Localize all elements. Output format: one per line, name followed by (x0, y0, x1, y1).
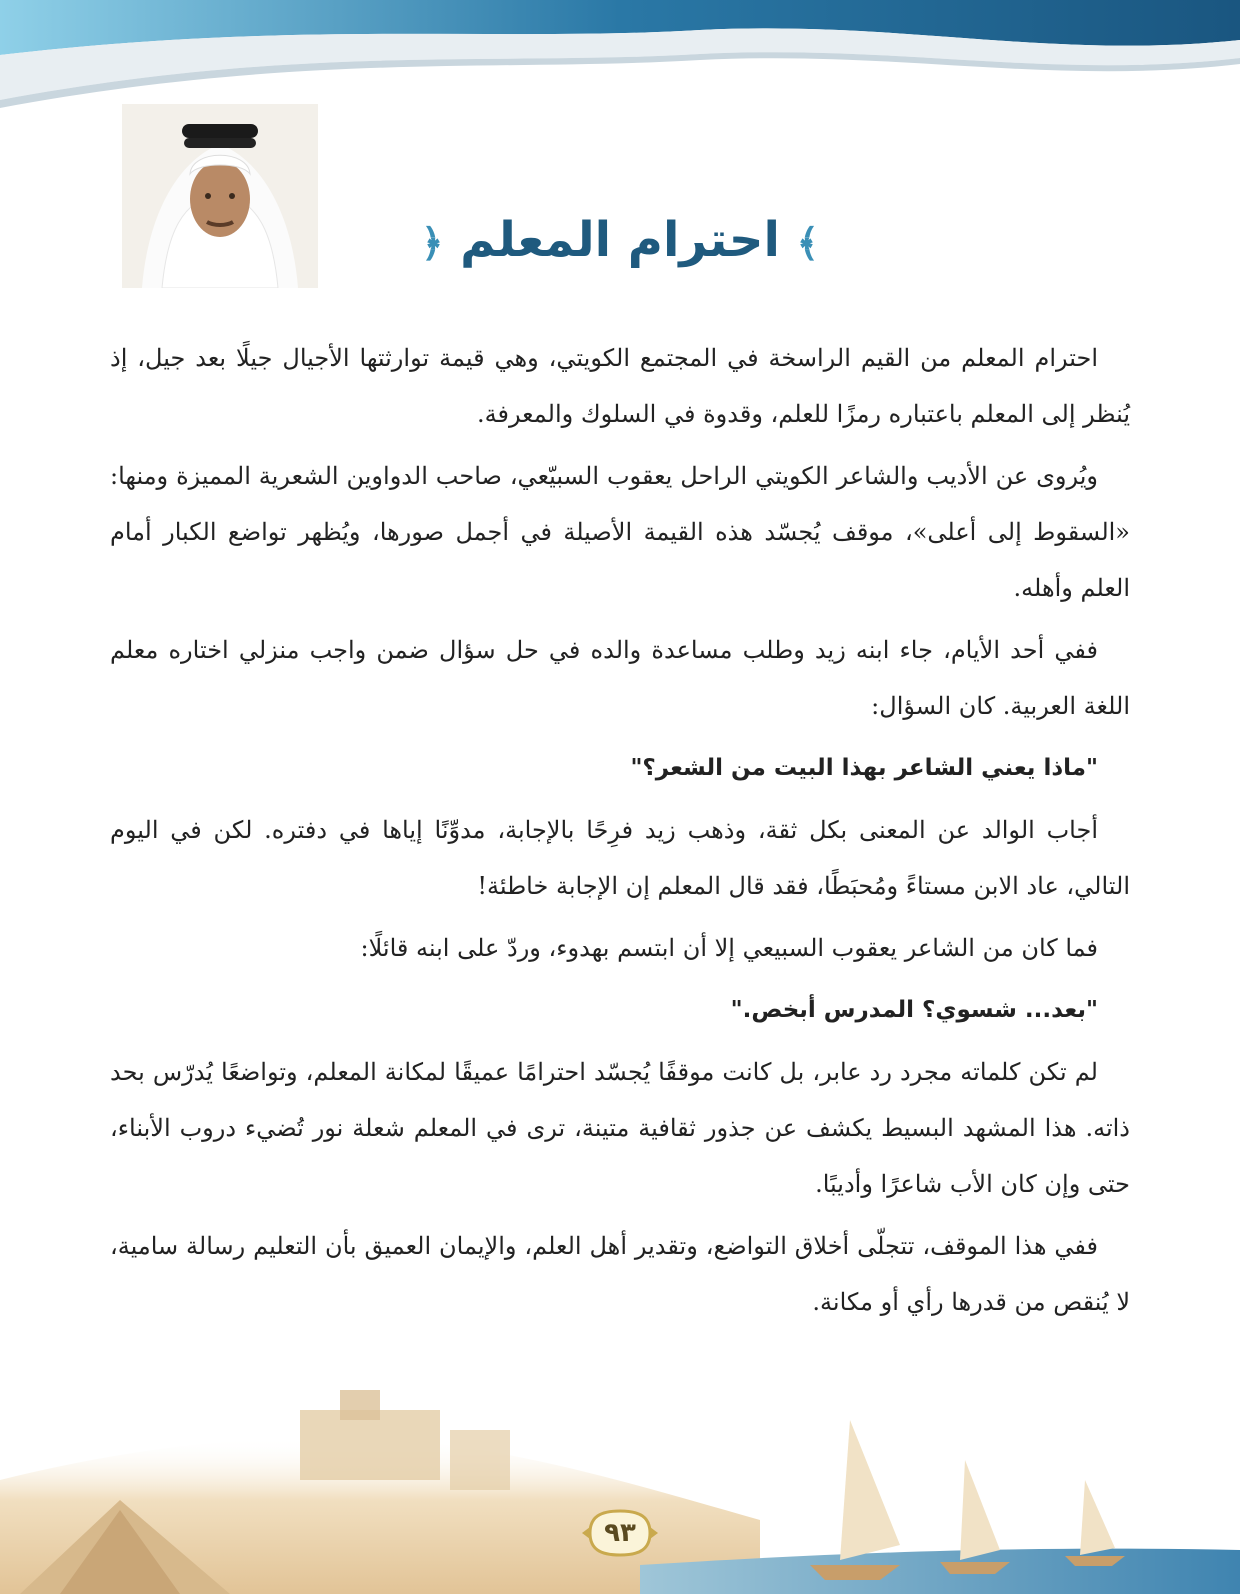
title-bracket-close: ﴿ (421, 221, 444, 265)
header-wave-decoration (0, 0, 1240, 120)
page-title (330, 200, 910, 280)
paragraph: ففي هذا الموقف، تتجلّى أخلاق التواضع، وتقدير أهل العلم، والإيمان العميق بأن التعليم رسالة سامية، لا يُنقص من قدرها رأي أو مكانة. (110, 1232, 1130, 1316)
portrait-illustration (122, 104, 318, 288)
paragraph: فما كان من الشاعر يعقوب السبيعي إلا أن ابتسم بهدوء، وردّ على ابنه قائلًا: (360, 934, 1098, 962)
paragraph: ففي أحد الأيام، جاء ابنه زيد وطلب مساعدة والده في حل سؤال ضمن واجب منزلي اختاره معلم اللغة العربية. كان السؤال: (110, 636, 1130, 720)
paragraph: أجاب الوالد عن المعنى بكل ثقة، وذهب زيد فرِحًا بالإجابة، مدوِّنًا إياها في دفتره. لكن في اليوم التالي، عاد الابن مستاءً ومُحبَطًا، فقد قال المعلم إن الإجابة خاطئة! (110, 816, 1130, 900)
paragraph: لم تكن كلماته مجرد رد عابر، بل كانت موقفًا يُجسّد احترامًا عميقًا لمكانة المعلم، وتواضعًا يُدرّس بحد ذاته. هذا المشهد البسيط يكشف عن جذور ثقافية متينة، ترى في المعلم شعلة نور تُضيء دروب الأبناء، حتى وإن كان الأب شاعرًا وأديبًا. (110, 1058, 1130, 1198)
author-portrait (122, 104, 318, 288)
page-title-text: احترام المعلم (460, 212, 780, 268)
quote-reply: "بعد... شسوي؟ المدرس أبخص." (730, 997, 1098, 1023)
paragraph: احترام المعلم من القيم الراسخة في المجتمع الكويتي، وهي قيمة توارثتها الأجيال جيلًا بعد جيل، إذ يُنظر إلى المعلم باعتباره رمزًا للعلم، وقدوة في السلوك والمعرفة. (110, 344, 1130, 428)
title-bracket-open: ﴾ (796, 221, 819, 265)
paragraph: ويُروى عن الأديب والشاعر الكويتي الراحل يعقوب السبيّعي، صاحب الدواوين الشعرية المميزة ومنها: «السقوط إلى أعلى»، موقف يُجسّد هذه القيمة الأصيلة في أجمل صورها، ويُظهر تواضع الكبار أمام العلم وأهله. (110, 462, 1130, 602)
article-body (110, 330, 1130, 1336)
page-number: ٩٣ (604, 1518, 636, 1548)
page-number-badge (580, 1507, 660, 1559)
quote-question: "ماذا يعني الشاعر بهذا البيت من الشعر؟" (630, 755, 1098, 781)
desert-sea-illustration (0, 1370, 1240, 1594)
